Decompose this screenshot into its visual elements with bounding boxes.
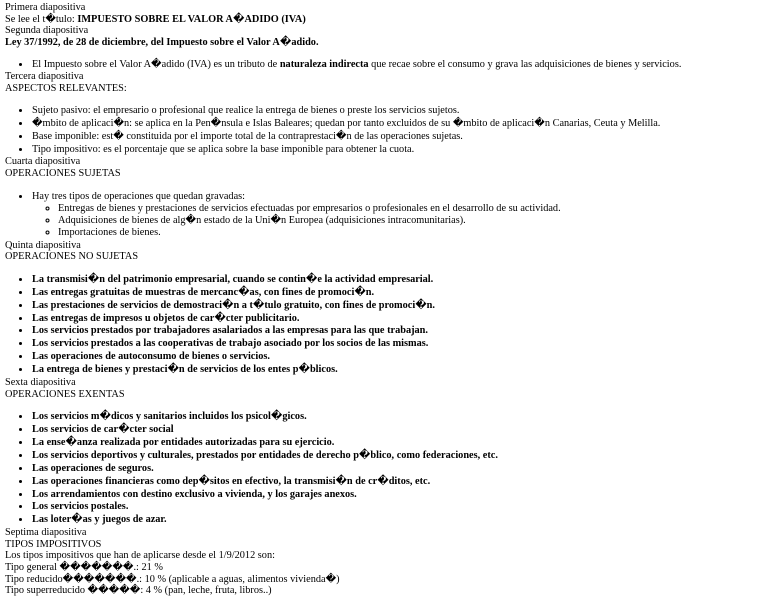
list-item: • La transmisi�n del patrimonio empresarial, cuando se contin�e la actividad empresarial. (31, 274, 768, 286)
slide-4-sublist (32, 203, 768, 238)
list-item: • Las operaciones de autoconsumo de bienes o servicios. (31, 351, 768, 363)
slide-5-heading: Quinta diapositiva (5, 239, 81, 251)
list-item: • Los servicios postales. (31, 501, 768, 513)
rate-general: Tipo general �������.: 21 % (5, 562, 163, 574)
list-item: • �mbito de aplicaci�n: se aplica en la Pen�nsula e Islas Baleares; quedan por tanto excluidos de su �mbito de aplicaci�n Canarias, Ceuta y Melilla. (31, 118, 768, 130)
slide-1-title-line (5, 14, 768, 26)
title-text: IMPUESTO SOBRE EL VALOR A�ADIDO (IVA) (77, 13, 306, 25)
list-item: • La ense�anza realizada por entidades autorizadas para su ejercicio. (31, 437, 768, 449)
list-item: • Los servicios de car�cter social (31, 424, 768, 436)
list-item: • Base imponible: est� constituida por el importe total de la contraprestaci�n de las operaciones sujetas. (31, 131, 768, 143)
slide-4-list (5, 191, 768, 239)
bold-term: naturaleza indirecta (279, 59, 369, 71)
law-title: Ley 37/1992, de 28 de diciembre, del Impuesto sobre el Valor A�adido. (5, 36, 319, 48)
slide-6-heading: Sexta diapositiva (5, 377, 76, 389)
sublist-item: ◦ Importaciones de bienes. (58, 227, 768, 239)
slide-7-intro: Los tipos impositivos que han de aplicarse desde el 1/9/2012 son: (5, 550, 275, 562)
sublist-item: ◦ Adquisiciones de bienes de alg�n estado de la Uni�n Europea (adquisiciones intracomunitarias). (58, 215, 768, 227)
rate-reduced: Tipo reducido�������.: 10 % (aplicable a aguas, alimentos vivienda�) (5, 573, 340, 585)
slide-6-list (5, 411, 768, 526)
title-prefix: Se lee el t�tulo: (5, 13, 78, 25)
list-item: • Las entregas gratuitas de muestras de mercanc�as, con fines de promoci�n. (31, 287, 768, 299)
slide-2-list (5, 59, 768, 71)
list-item: • Los servicios prestados por trabajadores asalariados a las empresas para las que trabajan. (31, 325, 768, 337)
list-item: • Tipo impositivo: es el porcentaje que se aplica sobre la base imponible para obtener la cuota. (31, 144, 768, 156)
list-item: • Las operaciones de seguros. (31, 463, 768, 475)
list-item: • Las loter�as y juegos de azar. (31, 514, 768, 526)
slide-6-title: OPERACIONES EXENTAS (5, 388, 125, 400)
rate-superreduced: Tipo superreducido �����: 4 % (pan, leche, fruta, libros..) (5, 585, 272, 597)
sublist-item: ◦ Entregas de bienes y prestaciones de servicios efectuadas por empresarios o profesionales en el desarrollo de su actividad. (58, 203, 768, 215)
slide-4-title: OPERACIONES SUJETAS (5, 167, 121, 179)
slide-3-heading: Tercera diapositiva (5, 70, 84, 82)
list-item: • Hay tres tipos de operaciones que quedan gravadas: ◦ Entregas de bienes y prestaciones de servicios efectuadas por empresarios o profesionales en el desarrollo de su actividad. ◦ Adquisiciones de bienes de alg�n estado de la Uni�n Europea (adquisiciones intracomunitarias). ◦ Importaciones de bienes. (31, 191, 768, 239)
list-item: • Las operaciones financieras como dep�sitos en efectivo, la transmisi�n de cr�ditos, etc. (31, 476, 768, 488)
list-item: • Las prestaciones de servicios de demostraci�n a t�tulo gratuito, con fines de promoci�n. (31, 300, 768, 312)
slide-5-list (5, 274, 768, 376)
list-item: • Los arrendamientos con destino exclusivo a vivienda, y los garajes anexos. (31, 489, 768, 501)
list-item: • Los servicios prestados a las cooperativas de trabajo asociado por los socios de las mismas. (31, 338, 768, 350)
list-item: • Los servicios deportivos y culturales, prestados por entidades de derecho p�blico, como federaciones, etc. (31, 450, 768, 462)
slide-5-title: OPERACIONES NO SUJETAS (5, 251, 139, 263)
slide-1-heading: Primera diapositiva (5, 2, 86, 13)
list-item: • El Impuesto sobre el Valor A�adido (IVA) es un tributo de naturaleza indirecta que recae sobre el consumo y grava las adquisiciones de bienes y servicios. (31, 59, 768, 71)
list-item: • Las entregas de impresos u objetos de car�cter publicitario. (31, 313, 768, 325)
list-item: • Los servicios m�dicos y sanitarios incluidos los psicol�gicos. (31, 411, 768, 423)
slide-2-heading: Segunda diapositiva (5, 25, 89, 37)
list-item: • Sujeto pasivo: el empresario o profesional que realice la entrega de bienes o preste los servicios sujetos. (31, 105, 768, 117)
list-item: • La entrega de bienes y prestaci�n de servicios de los entes p�blicos. (31, 364, 768, 376)
slide-4-heading: Cuarta diapositiva (5, 156, 81, 168)
slide-3-title: ASPECTOS RELEVANTES: (5, 82, 127, 94)
slide-7-title: TIPOS IMPOSITIVOS (5, 538, 102, 550)
slide-3-list (5, 105, 768, 155)
slide-7-heading: Septima diapositiva (5, 527, 87, 539)
